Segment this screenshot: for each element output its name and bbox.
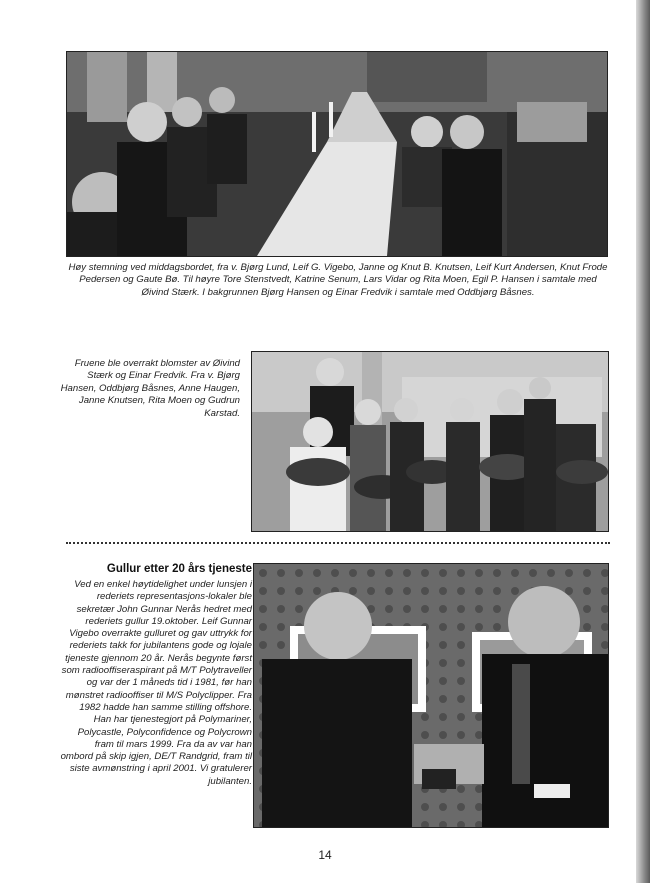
article-body: Ved en enkel høytidelighet under lunsjen i rederiets representasjons-lokaler ble sekretær John Gunnar Nerås hedret med rederiets gullur 19.oktober. Leif Gunnar Vigebo overrakte gulluret og gav uttrykk for rederiets takk for jubilantens gode og lojale tjeneste gjennom 20 år. Nerås begynte først som radiooffiseraspirant på M/T Polytraveller og var der 1 måneds tid i 1981, før han mønstret radiooffiser til M/S Polyclipper. Fra 1982 hadde han samme stilling offshore. Han har tjenestegjort på Polymariner, Polycastle, Polyconfidence og Polycrown fram til mars 1999. Fra da av var han ombord på skip igjen, DE/T Randgrid, fram til siste avmønstring i april 2001. Vi gratulerer jubilanten.: [60, 579, 252, 787]
section-divider: [66, 542, 610, 544]
page-edge-shadow: [636, 0, 650, 883]
flowers-caption: Fruene ble overrakt blomster av Øivind Stærk og Einar Fredvik. Fra v. Bjørg Hansen, Oddbjørg Båsnes, Anne Haugen, Janne Knutsen, Rita Moen og Gudrun Karstad.: [60, 358, 240, 419]
flowers-photo: [251, 351, 609, 532]
page-number: 14: [318, 848, 332, 862]
dinner-caption: Høy stemning ved middagsbordet, fra v. Bjørg Lund, Leif G. Vigebo, Janne og Knut B. Knutsen, Leif Kurt Andersen, Knut Frode Pedersen og Gaute Bø. Til høyre Tore Stenstvedt, Katrine Senum, Lars Vidar og Rita Moen, Egil P. Hansen i samtale med Øivind Stærk. I bakgrunnen Bjørg Hansen og Einar Fredvik i samtale med Oddbjørg Båsnes.: [68, 262, 608, 298]
dinner-photo: [66, 51, 608, 257]
gold-watch-photo: [253, 563, 609, 828]
article-title: Gullur etter 20 års tjeneste: [106, 563, 252, 575]
